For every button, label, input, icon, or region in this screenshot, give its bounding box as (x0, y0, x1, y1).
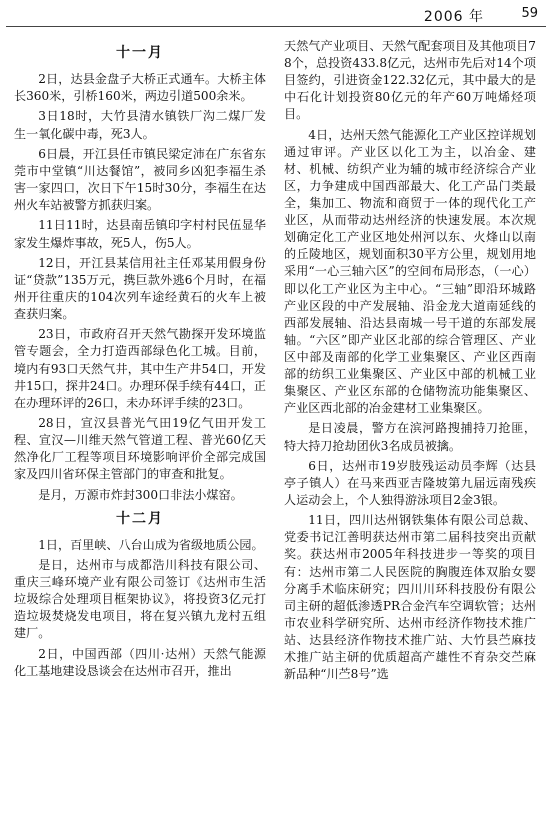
entry-paragraph: 2日，中国西部（四川·达州）天然气能源化工基地建设恳谈会在达州市召开，推出 (14, 646, 266, 678)
entry-paragraph: 是日，达州市与成都浩川科技有限公司、重庆三峰环境产业有限公司签订《达州市生活垃圾综合处理项目框架协议》，将投资3亿元打造垃圾焚烧发电项目，将在复兴镇九龙村五组建厂。 (14, 558, 266, 641)
section-heading-december: 十二月 (116, 510, 164, 527)
page-header (0, 6, 550, 26)
section-heading-november: 十一月 (116, 45, 164, 61)
entry-paragraph: 11日，四川达州钢铁集体有限公司总裁、党委书记江善明获达州市第二届科技突出贡献奖。获达州市2005年科技进步一等奖的项目有：达州市第二人民医院的胸腹连体双胎女婴分离手术临床研究；四川川环科技股份有限公司主研的超低渗透PR合金汽车空调软管；达州市农业科学研究所、达州市经济作物技术推广站、达县经济作物技术推广站、大竹县苎麻技术推广站主研的优质超高产雄性不育杂交苎麻新品种“川苎8号”选 (284, 513, 536, 682)
entry-paragraph: 6日晨，开江县任市镇民梁定沛在广东省东莞市中堂镇“川达餐馆”，被同乡凶犯李福生杀害一家四口，次日下午15时30分，李福生在达州火车站被警方抓获归案。 (14, 146, 266, 213)
entry-paragraph: 11日11时，达县南岳镇印字村村民伍显华家发生爆炸事故，死5人，伤5人。 (14, 218, 266, 250)
right-column (284, 38, 536, 686)
running-year: 2006 年 (423, 9, 484, 25)
page-number: 59 (521, 6, 538, 21)
entry-paragraph: 2日，达县金盘子大桥正式通车。大桥主体长360米，引桥160米，两边引道500余米。 (14, 72, 266, 104)
entry-paragraph: 6日，达州市19岁肢残运动员李辉（达县亭子镇人）在马来西亚吉隆坡第九届远南残疾人运动会上，个人独得游泳项目2金3银。 (284, 458, 536, 507)
entry-paragraph: 3日18时，大竹县清水镇铁厂沟二煤厂发生一氧化碳中毒，死3人。 (14, 109, 266, 141)
entry-paragraph: 是日凌晨，警方在滨河路搜捕持刀抢匪，特大持刀抢劫团伙3名成员被擒。 (284, 421, 536, 453)
entry-paragraph-continued: 天然气产业项目、天然气配套项目及其他项目78个，总投资433.8亿元，达州市先后对14个项目签约，引进资金122.32亿元，其中最大的是中石化计划投资80亿元的年产60万吨烯烃项目。 (284, 39, 536, 122)
entry-paragraph: 4日，达州天然气能源化工产业区控详规划通过审评。产业区以化工为主，以冶金、建材、机械、纺织产业为辅的城市经济综合产业区，力争建成中国西部最大、化工产品门类最全，集加工、物流和商贸于一体的现代化工产业区，从而带动达州经济的快速发展。本次规划确定化工产业区地处州河以东、火烽山以南的丘陵地区，规划面积30平方公里，规划用地采用“一心三轴六区”的空间布局形态，（一心）即以化工产业区为主中心。“三轴”即沿环城路产业区段的中产发展轴、沿金龙大道南延线的西部发展轴、沿达县南城一号干道的东部发展轴。“六区”即产业区北部的综合管理区、产业区中部及南部的化学工业集聚区、产业区西南部的纺织工业集聚区、产业区中部的机械工业集聚区、产业区东部的仓储物流功能集聚区、产业区西北部的冶金建材工业集聚区。 (284, 127, 536, 416)
entry-paragraph: 是月，万源市炸封300口非法小煤窑。 (38, 487, 243, 502)
entry-paragraph: 23日，市政府召开天然气勘探开发环境监管专题会，全力打造西部绿色化工城。目前，境内有93口天然气井，其中生产井54口，开发井15口，探井24口。办理环保手续有44口，正在办理环评的26口，未办环评手续的23口。 (14, 327, 266, 410)
entry-paragraph: 28日，宣汉县普光气田19亿气田开发工程、宣汉—川维天然气管道工程、普光60亿天然净化厂工程等项目环境影响评价全部完成国家及四川省环保主管部门的审查和批复。 (14, 416, 266, 482)
header-rule (6, 26, 546, 27)
entry-paragraph: 12日，开江县某信用社主任邓某用假身份证“贷款”135万元，携巨款外逃6个月时，在福州开往重庆的104次列车途经黄石的火车上被查获归案。 (14, 255, 266, 322)
entry-paragraph: 1日，百里峡、八台山成为省级地质公园。 (38, 537, 264, 552)
left-column (14, 38, 266, 683)
